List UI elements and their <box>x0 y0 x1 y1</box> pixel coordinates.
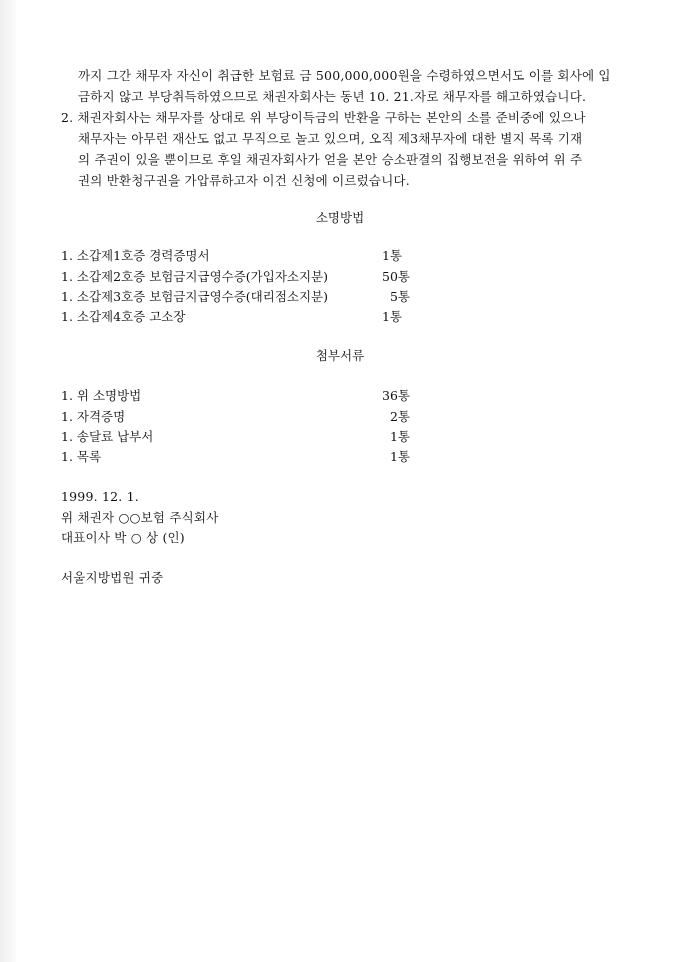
attachments-section-title: 첨부서류 <box>315 348 365 363</box>
attachment-item-label: 1. 목록 <box>61 449 102 464</box>
evidence-item-qty: 1통 <box>381 248 402 263</box>
attachment-item-qty: 36통 <box>382 388 410 403</box>
attachment-item-qty: 1통 <box>389 449 410 464</box>
evidence-item-qty: 50통 <box>382 269 410 284</box>
filing-date: 1999. 12. 1. <box>61 489 139 504</box>
paragraph-line: 금하지 않고 부당취득하였으므로 채권자회사는 동년 10. 21.자로 채무자를 해고하였습니다. <box>78 89 587 104</box>
evidence-item-label: 1. 소갑제1호증 경력증명서 <box>61 248 210 263</box>
attachment-item-label: 1. 위 소명방법 <box>61 388 142 403</box>
paragraph-line-numbered: 2. 채권자회사는 채무자를 상대로 위 부당이득금의 반환을 구하는 본안의 소를 준비중에 있으나 <box>61 110 586 125</box>
evidence-item-qty: 1통 <box>381 309 402 324</box>
representative-signature: 대표이사 박 ○ 상 (인) <box>61 530 185 545</box>
attachment-item-qty: 1통 <box>389 429 410 444</box>
attachment-item-label: 1. 자격증명 <box>61 409 126 424</box>
evidence-item-qty: 5통 <box>389 289 410 304</box>
attachment-item-label: 1. 송달료 납부서 <box>61 429 154 444</box>
evidence-item-label: 1. 소갑제2호증 보험금지급영수증(가입자소지분) <box>61 269 329 284</box>
paragraph-line: 까지 그간 채무자 자신이 취급한 보험료 금 500,000,000원을 수령하였으면서도 이를 회사에 입 <box>78 68 611 83</box>
evidence-item-label: 1. 소갑제4호증 고소장 <box>61 309 186 324</box>
evidence-section-title: 소명방법 <box>315 210 365 225</box>
paragraph-line: 채무자는 아무런 재산도 없고 무직으로 놀고 있으며, 오직 제3채무자에 대한 별지 목록 기재 <box>78 131 583 146</box>
paragraph-line: 의 주권이 있을 뿐이므로 후일 채권자회사가 얻을 본안 승소판결의 집행보전을 위하여 위 주 <box>78 152 583 167</box>
attachment-item-qty: 2통 <box>389 409 410 424</box>
court-addressee: 서울지방법원 귀중 <box>61 570 164 585</box>
evidence-item-label: 1. 소갑제3호증 보험금지급영수증(대리점소지분) <box>61 289 329 304</box>
creditor-name: 위 채권자 ○○보험 주식회사 <box>61 510 219 525</box>
paragraph-line: 권의 반환청구권을 가압류하고자 이건 신청에 이르렀습니다. <box>78 173 410 188</box>
